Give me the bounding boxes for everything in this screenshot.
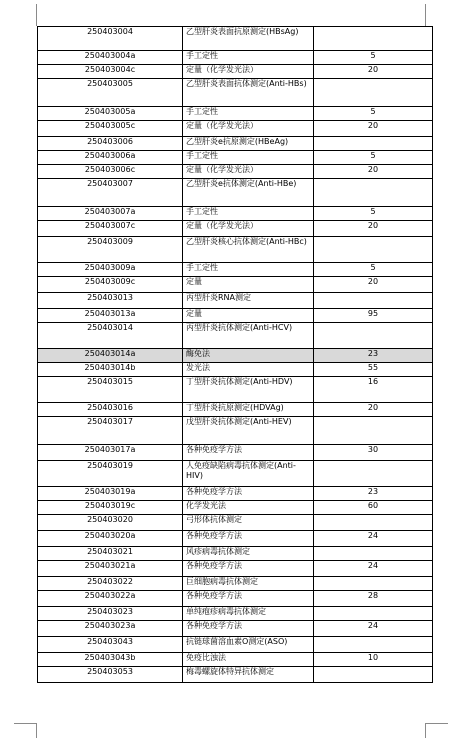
table-row[interactable] [38, 51, 433, 65]
item-name-cell[interactable]: 丁型肝炎抗原测定(HDVAg) [183, 403, 314, 417]
item-name-cell[interactable]: 丙型肝炎RNA测定 [183, 293, 314, 309]
table-row[interactable] [38, 293, 433, 309]
item-price-cell[interactable]: 5 [314, 151, 433, 165]
table-row[interactable] [38, 637, 433, 653]
item-price-cell[interactable]: 20 [314, 65, 433, 79]
item-price-cell[interactable] [314, 293, 433, 309]
item-code-cell[interactable]: 250403004 [38, 27, 183, 51]
item-name-cell[interactable]: 各种免疫学方法 [183, 591, 314, 607]
item-price-cell[interactable] [314, 667, 433, 683]
table-row[interactable] [38, 179, 433, 207]
table-row[interactable] [38, 237, 433, 263]
item-code-cell[interactable]: 250403004c [38, 65, 183, 79]
item-name-cell[interactable]: 酶免法 [183, 349, 314, 363]
item-name-cell[interactable]: 人免疫缺陷病毒抗体测定(Anti-HIV) [183, 461, 314, 487]
item-code-cell[interactable]: 250403020 [38, 515, 183, 531]
item-name-cell[interactable]: 弓形体抗体测定 [183, 515, 314, 531]
table-row[interactable] [38, 417, 433, 445]
item-name-cell[interactable]: 手工定性 [183, 151, 314, 165]
item-name-cell[interactable]: 乙型肝炎e抗原测定(HBeAg) [183, 137, 314, 151]
item-price-cell[interactable]: 24 [314, 531, 433, 547]
item-price-cell[interactable]: 10 [314, 653, 433, 667]
item-code-cell[interactable]: 250403021a [38, 561, 183, 577]
item-name-cell[interactable]: 乙型肝炎核心抗体测定(Anti-HBc) [183, 237, 314, 263]
table-row[interactable] [38, 621, 433, 637]
item-code-cell[interactable]: 250403019c [38, 501, 183, 515]
item-code-cell[interactable]: 250403023 [38, 607, 183, 621]
item-name-cell[interactable]: 乙型肝炎表面抗原测定(HBsAg) [183, 27, 314, 51]
table-row[interactable] [38, 151, 433, 165]
item-price-cell[interactable]: 5 [314, 51, 433, 65]
item-name-cell[interactable]: 巨细胞病毒抗体测定 [183, 577, 314, 591]
table-row[interactable] [38, 461, 433, 487]
item-code-cell[interactable]: 250403014a [38, 349, 183, 363]
item-code-cell[interactable]: 250403009a [38, 263, 183, 277]
fee-schedule-table [37, 26, 433, 683]
item-code-cell[interactable]: 250403043b [38, 653, 183, 667]
table-row[interactable] [38, 323, 433, 349]
table-row[interactable] [38, 403, 433, 417]
crop-mark-bottom-left-horizontal [14, 723, 36, 724]
item-code-cell[interactable]: 250403014 [38, 323, 183, 349]
item-name-cell[interactable]: 发光法 [183, 363, 314, 377]
item-price-cell[interactable]: 5 [314, 107, 433, 121]
table-row[interactable] [38, 349, 433, 363]
table-row[interactable] [38, 65, 433, 79]
item-name-cell[interactable]: 定量 [183, 309, 314, 323]
item-name-cell[interactable]: 各种免疫学方法 [183, 445, 314, 461]
table-row[interactable] [38, 607, 433, 621]
item-code-cell[interactable]: 250403006a [38, 151, 183, 165]
item-code-cell[interactable]: 250403022 [38, 577, 183, 591]
item-price-cell[interactable] [314, 637, 433, 653]
item-price-cell[interactable] [314, 237, 433, 263]
item-code-cell[interactable]: 250403017a [38, 445, 183, 461]
item-price-cell[interactable] [314, 577, 433, 591]
item-name-cell[interactable]: 定量（化学发光法） [183, 121, 314, 137]
item-code-cell[interactable]: 250403007a [38, 207, 183, 221]
table-row[interactable] [38, 221, 433, 237]
table-row[interactable] [38, 667, 433, 683]
item-code-cell[interactable]: 250403019 [38, 461, 183, 487]
item-price-cell[interactable] [314, 137, 433, 151]
item-code-cell[interactable]: 250403007 [38, 179, 183, 207]
item-price-cell[interactable]: 5 [314, 263, 433, 277]
item-price-cell[interactable]: 20 [314, 403, 433, 417]
item-name-cell[interactable]: 梅毒螺旋体特异抗体测定 [183, 667, 314, 683]
table-row[interactable] [38, 377, 433, 403]
table-row[interactable] [38, 27, 433, 51]
table-row[interactable] [38, 207, 433, 221]
table-row[interactable] [38, 531, 433, 547]
table-row[interactable] [38, 309, 433, 323]
item-price-cell[interactable]: 16 [314, 377, 433, 403]
item-name-cell[interactable]: 手工定性 [183, 107, 314, 121]
item-code-cell[interactable]: 250403005 [38, 79, 183, 107]
item-code-cell[interactable]: 250403016 [38, 403, 183, 417]
crop-mark-bottom-right-vertical [425, 723, 426, 738]
item-code-cell[interactable]: 250403022a [38, 591, 183, 607]
table-row[interactable] [38, 561, 433, 577]
item-price-cell[interactable] [314, 461, 433, 487]
item-name-cell[interactable]: 丁型肝炎抗体测定(Anti-HDV) [183, 377, 314, 403]
item-price-cell[interactable]: 30 [314, 445, 433, 461]
crop-mark-bottom-left-vertical [36, 723, 37, 738]
item-code-cell[interactable]: 250403021 [38, 547, 183, 561]
item-price-cell[interactable]: 23 [314, 349, 433, 363]
item-name-cell[interactable]: 手工定性 [183, 263, 314, 277]
item-code-cell[interactable]: 250403013 [38, 293, 183, 309]
item-code-cell[interactable]: 250403015 [38, 377, 183, 403]
table-row[interactable] [38, 165, 433, 179]
table-row[interactable] [38, 363, 433, 377]
crop-mark-top-right-vertical [425, 4, 426, 26]
item-name-cell[interactable]: 定量 [183, 277, 314, 293]
item-price-cell[interactable]: 20 [314, 277, 433, 293]
item-price-cell[interactable]: 55 [314, 363, 433, 377]
item-name-cell[interactable]: 各种免疫学方法 [183, 531, 314, 547]
item-code-cell[interactable]: 250403017 [38, 417, 183, 445]
table-row[interactable] [38, 515, 433, 531]
item-code-cell[interactable]: 250403007c [38, 221, 183, 237]
item-price-cell[interactable]: 24 [314, 561, 433, 577]
item-name-cell[interactable]: 乙型肝炎表面抗体测定(Anti-HBs) [183, 79, 314, 107]
item-name-cell[interactable]: 各种免疫学方法 [183, 621, 314, 637]
item-code-cell[interactable]: 250403043 [38, 637, 183, 653]
item-price-cell[interactable]: 5 [314, 207, 433, 221]
item-price-cell[interactable]: 20 [314, 165, 433, 179]
item-price-cell[interactable]: 28 [314, 591, 433, 607]
table-row[interactable] [38, 107, 433, 121]
item-name-cell[interactable]: 手工定性 [183, 51, 314, 65]
item-name-cell[interactable]: 乙型肝炎e抗体测定(Anti-HBe) [183, 179, 314, 207]
item-code-cell[interactable]: 250403005c [38, 121, 183, 137]
item-name-cell[interactable]: 免疫比浊法 [183, 653, 314, 667]
item-price-cell[interactable]: 95 [314, 309, 433, 323]
item-code-cell[interactable]: 250403014b [38, 363, 183, 377]
table-row[interactable] [38, 263, 433, 277]
item-price-cell[interactable] [314, 179, 433, 207]
table-row[interactable] [38, 277, 433, 293]
item-price-cell[interactable]: 20 [314, 121, 433, 137]
item-name-cell[interactable]: 各种免疫学方法 [183, 561, 314, 577]
item-price-cell[interactable] [314, 547, 433, 561]
item-code-cell[interactable]: 250403006 [38, 137, 183, 151]
table-row[interactable] [38, 445, 433, 461]
item-name-cell[interactable]: 风疹病毒抗体测定 [183, 547, 314, 561]
item-price-cell[interactable] [314, 27, 433, 51]
table-row[interactable] [38, 591, 433, 607]
fee-schedule-table-body [38, 27, 433, 683]
item-price-cell[interactable] [314, 607, 433, 621]
item-name-cell[interactable]: 定量（化学发光法） [183, 65, 314, 79]
item-name-cell[interactable]: 定量（化学发光法） [183, 221, 314, 237]
item-name-cell[interactable]: 单纯疱疹病毒抗体测定 [183, 607, 314, 621]
item-code-cell[interactable]: 250403004a [38, 51, 183, 65]
item-price-cell[interactable] [314, 79, 433, 107]
table-row[interactable] [38, 121, 433, 137]
table-row[interactable] [38, 79, 433, 107]
table-row[interactable] [38, 501, 433, 515]
item-name-cell[interactable]: 抗链球菌溶血素O测定(ASO) [183, 637, 314, 653]
item-code-cell[interactable]: 250403005a [38, 107, 183, 121]
item-name-cell[interactable]: 戊型肝炎抗体测定(Anti-HEV) [183, 417, 314, 445]
table-row[interactable] [38, 577, 433, 591]
crop-mark-top-left-vertical [36, 4, 37, 26]
item-code-cell[interactable]: 250403020a [38, 531, 183, 547]
item-price-cell[interactable] [314, 515, 433, 531]
crop-mark-bottom-right-horizontal [426, 723, 448, 724]
item-name-cell[interactable]: 各种免疫学方法 [183, 487, 314, 501]
item-code-cell[interactable]: 250403013a [38, 309, 183, 323]
item-code-cell[interactable]: 250403023a [38, 621, 183, 637]
table-row[interactable] [38, 653, 433, 667]
item-name-cell[interactable]: 丙型肝炎抗体测定(Anti-HCV) [183, 323, 314, 349]
item-price-cell[interactable] [314, 417, 433, 445]
item-code-cell[interactable]: 250403006c [38, 165, 183, 179]
table-row[interactable] [38, 137, 433, 151]
item-price-cell[interactable]: 23 [314, 487, 433, 501]
item-name-cell[interactable]: 化学发光法 [183, 501, 314, 515]
table-row[interactable] [38, 547, 433, 561]
item-price-cell[interactable] [314, 323, 433, 349]
item-price-cell[interactable]: 24 [314, 621, 433, 637]
item-code-cell[interactable]: 250403009c [38, 277, 183, 293]
item-code-cell[interactable]: 250403009 [38, 237, 183, 263]
item-code-cell[interactable]: 250403019a [38, 487, 183, 501]
item-name-cell[interactable]: 定量（化学发光法） [183, 165, 314, 179]
item-code-cell[interactable]: 250403053 [38, 667, 183, 683]
item-price-cell[interactable]: 20 [314, 221, 433, 237]
item-name-cell[interactable]: 手工定性 [183, 207, 314, 221]
item-price-cell[interactable]: 60 [314, 501, 433, 515]
table-row[interactable] [38, 487, 433, 501]
